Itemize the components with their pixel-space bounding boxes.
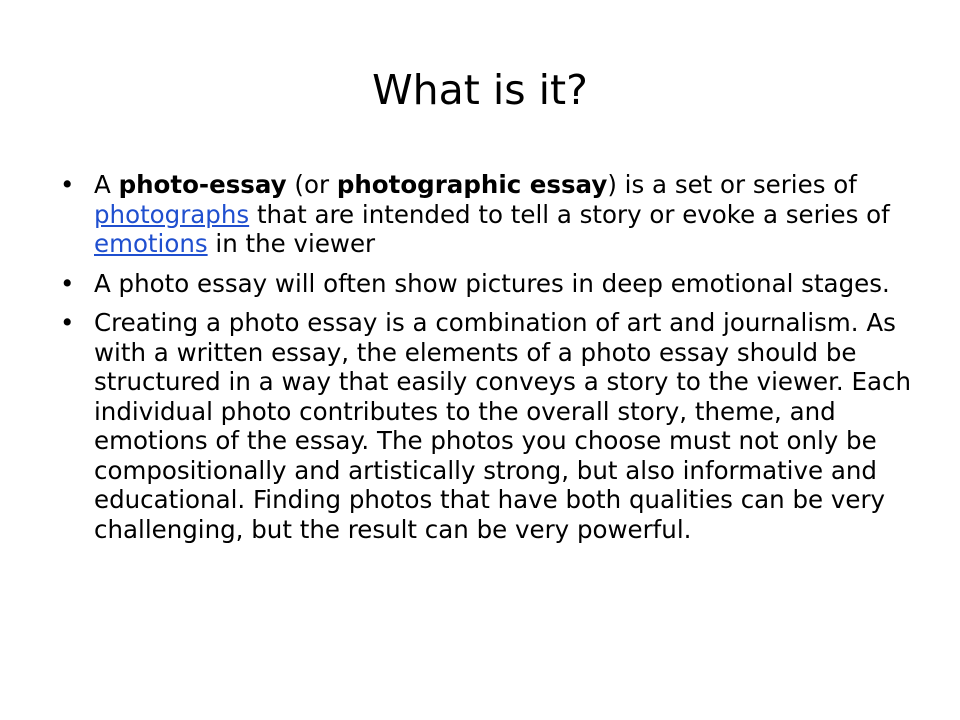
bullet-dot-icon: • [60,170,75,199]
bullet-text: Creating a photo essay is a combination of art and journalism. As with a written essay, the elements of a photo essay should be structured in a way that easily conveys a story to the viewer. Each individual photo contributes to the overall story, theme, and emotions of the essay. The photos you choose must not only be compositionally and artistically strong, but also informative and educational. Finding photos that have both qualities can be very challenging, but the result can be very powerful. [94,308,911,544]
bullet-item [60,269,930,299]
text-run: (or [286,170,337,199]
term-photo-essay: photo-essay [118,170,287,199]
bullet-item [60,170,930,259]
bullet-dot-icon: • [60,268,75,298]
text-run: that are intended to tell a story or evoke a series of [249,199,890,229]
emotions-link[interactable]: emotions [94,229,208,258]
bullet-item [60,308,930,544]
bullet-dot-icon: • [60,308,75,337]
term-photographic-essay: photographic essay [336,170,608,199]
text-run: ) is a set or series of [607,170,857,199]
slide-title: What is it? [372,66,588,114]
bullet-text: A photo essay will often show pictures in deep emotional stages. [94,268,890,298]
text-run: in the viewer [207,229,376,258]
text-run: A [94,170,119,199]
photographs-link[interactable]: photographs [94,199,250,229]
bullet-list [60,170,930,554]
bullet-text [94,170,890,258]
